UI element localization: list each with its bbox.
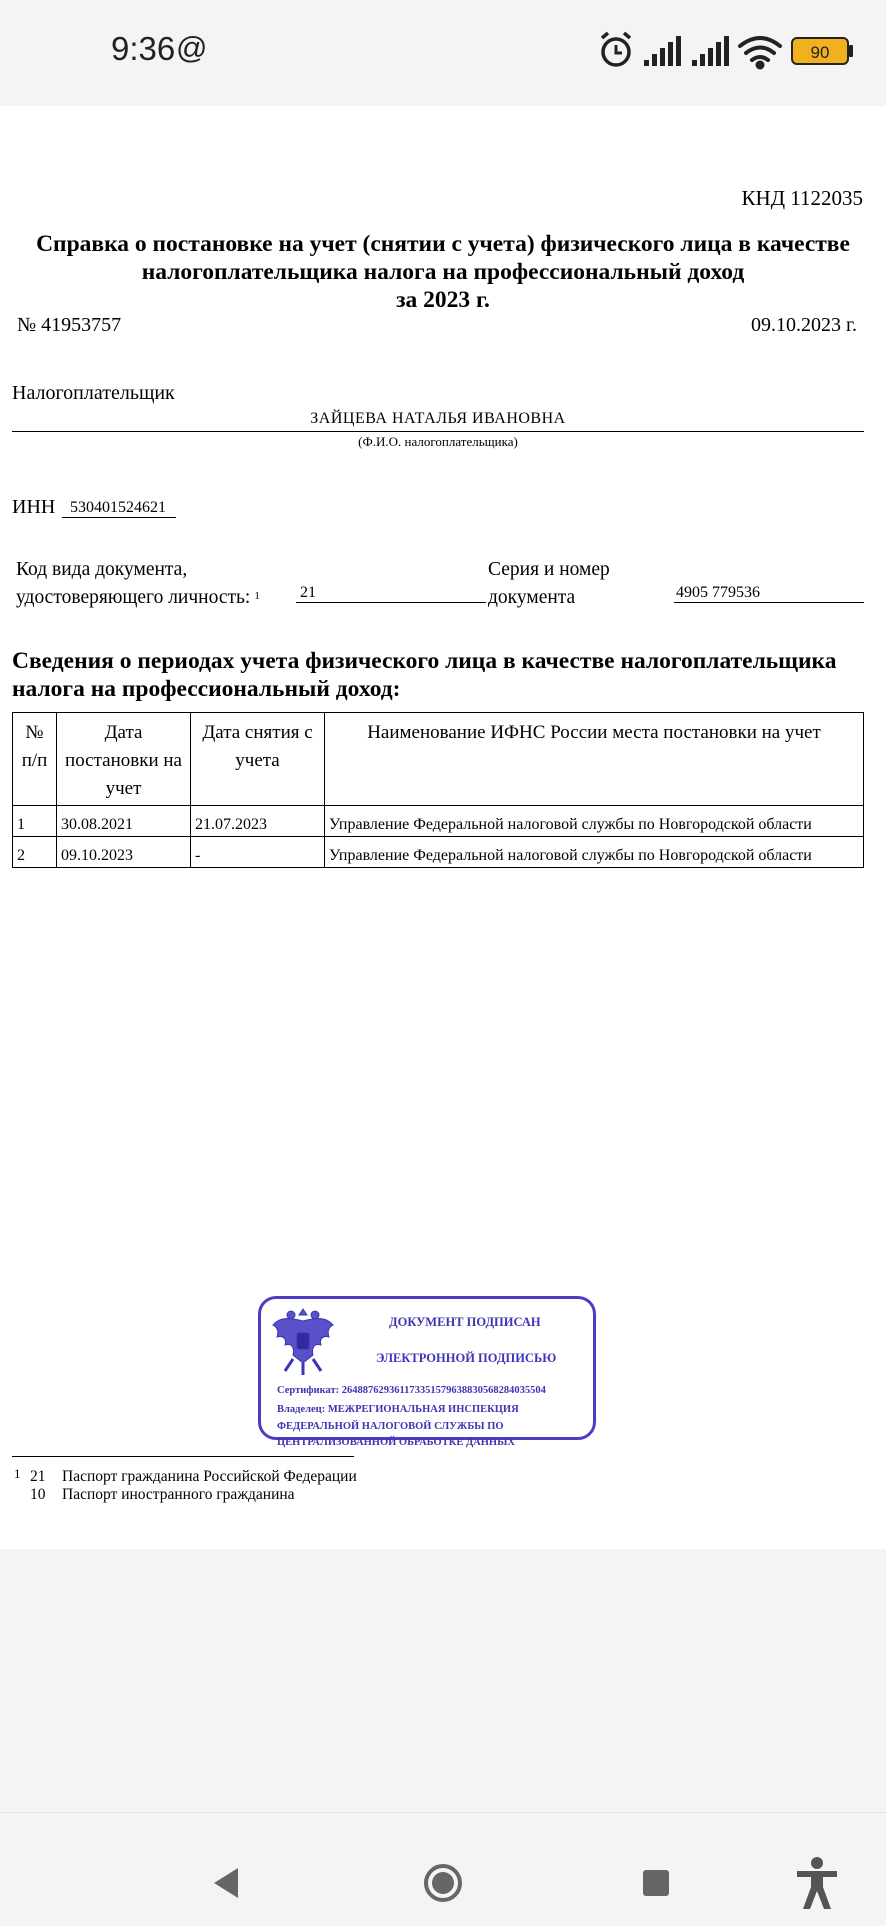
footnote-code: 21 xyxy=(30,1468,46,1485)
battery-level: 90 xyxy=(810,43,830,62)
header-line: Наименование ИФНС России места постановки на учет xyxy=(367,722,821,743)
doc-kind-label xyxy=(16,556,260,612)
home-icon[interactable] xyxy=(426,1866,460,1900)
header-line: п/п xyxy=(21,750,48,771)
stamp-owner xyxy=(277,1402,577,1452)
periods-table xyxy=(12,712,864,868)
table-cell: 09.10.2023 xyxy=(57,837,191,868)
title-line: Справка о постановке на учет (снятии с учета) физического лица в качестве xyxy=(36,231,850,257)
footnote-item xyxy=(30,1486,295,1504)
payer-label: Налогоплательщик xyxy=(12,382,175,404)
column-header xyxy=(13,713,57,806)
section-title-line: налога на профессиональный доход: xyxy=(12,676,401,702)
title-line: за 2023 г. xyxy=(396,287,490,313)
doc-series-label-line: Серия и номер xyxy=(488,559,610,580)
table-cell: - xyxy=(191,837,325,868)
section-title-line: Сведения о периодах учета физического лица в качестве налогоплательщика xyxy=(12,648,837,674)
table-row xyxy=(13,837,864,868)
table-cell: 30.08.2021 xyxy=(57,806,191,837)
document-date: 09.10.2023 г. xyxy=(751,314,857,336)
table-row xyxy=(13,806,864,837)
inn-value: 530401524621 xyxy=(62,499,176,518)
knd-code: КНД 1122035 xyxy=(741,186,863,210)
status-time: 9:36 xyxy=(111,30,176,67)
status-icons xyxy=(594,28,864,72)
navigation-bar xyxy=(0,1812,886,1921)
stamp-certificate: Сертификат: 264887629361173351579638830568284035504 xyxy=(277,1385,546,1396)
footnote-divider xyxy=(12,1456,354,1457)
battery-icon xyxy=(792,38,853,64)
alarm-icon xyxy=(602,33,630,65)
header-line: № xyxy=(25,722,44,743)
footnote-text: Паспорт гражданина Российской Федерации xyxy=(62,1468,357,1485)
wifi-icon xyxy=(740,38,780,68)
document-page xyxy=(0,106,886,1549)
footnote-code: 10 xyxy=(30,1486,46,1503)
header-line: постановки на xyxy=(65,750,182,771)
header-line: учет xyxy=(105,778,142,799)
column-header xyxy=(57,713,191,806)
document-title xyxy=(0,230,886,314)
footnote-mark: 1 xyxy=(14,1466,21,1481)
footnote-mark: 1 xyxy=(254,590,260,602)
doc-kind-label-line xyxy=(16,584,260,612)
at-icon: @ xyxy=(176,30,208,65)
stamp-subtitle: ЭЛЕКТРОННОЙ ПОДПИСЬЮ xyxy=(376,1351,557,1365)
document-number: № 41953757 xyxy=(17,314,122,336)
table-cell: 21.07.2023 xyxy=(191,806,325,837)
footnote-text: Паспорт иностранного гражданина xyxy=(62,1486,295,1503)
doc-kind-label-text: удостоверяющего личность: xyxy=(16,587,251,608)
inn-label: ИНН xyxy=(12,496,56,518)
section-title xyxy=(12,647,872,703)
doc-series-value: 4905 779536 xyxy=(674,584,864,603)
title-line: налогоплательщика налога на профессиональный доход xyxy=(141,259,745,285)
payer-name: ЗАЙЦЕВА НАТАЛЬЯ ИВАНОВНА xyxy=(310,410,566,427)
footnote-item xyxy=(30,1468,357,1486)
nav-buttons xyxy=(0,1813,886,1921)
divider xyxy=(12,431,864,432)
header-line: Дата снятия с xyxy=(202,722,313,743)
status-bar xyxy=(0,0,886,106)
table-cell: 1 xyxy=(13,806,57,837)
stamp-owner-line: ФЕДЕРАЛЬНОЙ НАЛОГОВОЙ СЛУЖБЫ ПО xyxy=(277,1420,504,1432)
stamp-owner-line: ЦЕНТРАЛИЗОВАННОЙ ОБРАБОТКЕ ДАННЫХ xyxy=(277,1437,515,1448)
table-cell: Управление Федеральной налоговой службы по Новгородской области xyxy=(325,837,864,868)
doc-series-label xyxy=(488,556,610,612)
recents-icon[interactable] xyxy=(643,1870,669,1896)
column-header xyxy=(325,713,864,806)
signal-icon xyxy=(692,36,729,66)
doc-kind-value: 21 xyxy=(296,584,486,603)
column-header xyxy=(191,713,325,806)
signature-stamp xyxy=(258,1296,596,1448)
coat-of-arms-icon xyxy=(267,1301,339,1379)
table-cell: 2 xyxy=(13,837,57,868)
header-line: Дата xyxy=(104,722,143,743)
signal-icon xyxy=(644,36,681,66)
doc-kind-label-line: Код вида документа, xyxy=(16,559,188,580)
header-line: учета xyxy=(235,750,280,771)
back-icon[interactable] xyxy=(214,1868,238,1898)
doc-series-label-line: документа xyxy=(488,587,576,608)
table-header-row xyxy=(13,713,864,806)
stamp-owner-line: Владелец: МЕЖРЕГИОНАЛЬНАЯ ИНСПЕКЦИЯ xyxy=(277,1404,519,1415)
accessibility-icon[interactable] xyxy=(797,1857,837,1909)
payer-caption: (Ф.И.О. налогоплательщика) xyxy=(358,434,518,449)
table-cell: Управление Федеральной налоговой службы по Новгородской области xyxy=(325,806,864,837)
stamp-title: ДОКУМЕНТ ПОДПИСАН xyxy=(389,1315,541,1329)
